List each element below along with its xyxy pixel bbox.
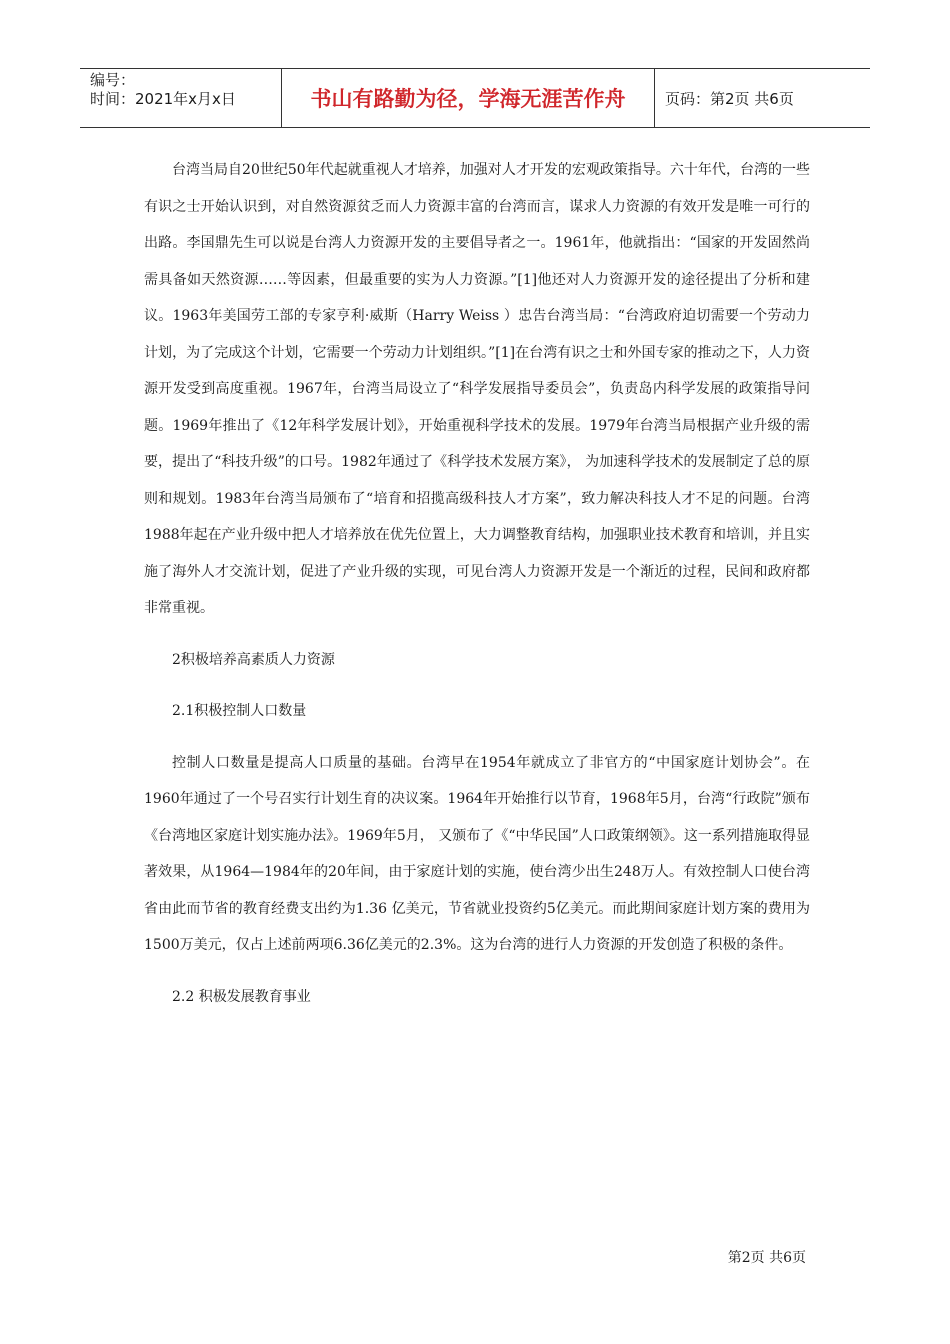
header-motto: 书山有路勤为径，学海无涯苦作舟	[282, 69, 655, 127]
document-body	[144, 152, 810, 1030]
header-page-code: 页码：第2页 共6页	[665, 89, 794, 108]
paragraph-population-control: 控制人口数量是提高人口质量的基础。台湾早在1954年就成立了非官方的“中国家庭计划协会”。在1960年通过了一个号召实行计划生育的决议案。1964年开始推行以节育，1968年5月，台湾“行政院”颁布《台湾地区家庭计划实施办法》。1969年5月， 又颁布了《“中华民国”人口政策纲领》。这一系列措施取得显著效果，从1964—1984年的20年间，由于家庭计划的实施，使台湾少出生248万人。有效控制人口使台湾省由此而节省的教育经费支出约为1.36 亿美元，节省就业投资约5亿美元。而此期间家庭计划方案的费用为1500万美元，仅占上述前两项6.36亿美元的2.3%。这为台湾的进行人力资源的开发创造了积极的条件。	[144, 754, 810, 953]
document-date: 时间：2021年x月x日	[90, 90, 236, 108]
page-header	[80, 68, 870, 128]
section-heading-2-2: 2.2 积极发展教育事业	[172, 988, 311, 1005]
section-heading-2: 2积极培养高素质人力资源	[172, 651, 335, 668]
paragraph-talent-policy: 台湾当局自20世纪50年代起就重视人才培养，加强对人才开发的宏观政策指导。六十年代，台湾的一些有识之士开始认识到，对自然资源贫乏而人力资源丰富的台湾而言，谋求人力资源的有效开发是唯一可行的出路。李国鼎先生可以说是台湾人力资源开发的主要倡导者之一。1961年，他就指出：“国家的开发固然尚需具备如天然资源……等因素，但最重要的实为人力资源。”[1]他还对人力资源开发的途径提出了分析和建议。1963年美国劳工部的专家亨利·威斯（Harry Weiss ）忠告台湾当局：“台湾政府迫切需要一个劳动力计划，为了完成这个计划，它需要一个劳动力计划组织。”[1]在台湾有识之士和外国专家的推动之下，人力资源开发受到高度重视。1967年，台湾当局设立了“科学发展指导委员会”，负责岛内科学发展的政策指导问题。1969年推出了《12年科学发展计划》，开始重视科学技术的发展。1979年台湾当局根据产业升级的需要，提出了“科技升级”的口号。1982年通过了《科学技术发展方案》， 为加速科学技术的发展制定了总的原则和规划。1983年台湾当局颁布了“培育和招揽高级科技人才方案”，致力解决科技人才不足的问题。台湾1988年起在产业升级中把人才培养放在优先位置上，大力调整教育结构，加强职业技术教育和培训，并且实施了海外人才交流计划，促进了产业升级的实现，可见台湾人力资源开发是一个渐近的过程，民间和政府都非常重视。	[144, 162, 810, 616]
document-number-label: 编号：	[90, 71, 136, 89]
section-heading-2-1: 2.1积极控制人口数量	[172, 703, 307, 719]
header-meta	[80, 69, 282, 127]
footer-page-number: 第2页 共6页	[727, 1250, 806, 1266]
